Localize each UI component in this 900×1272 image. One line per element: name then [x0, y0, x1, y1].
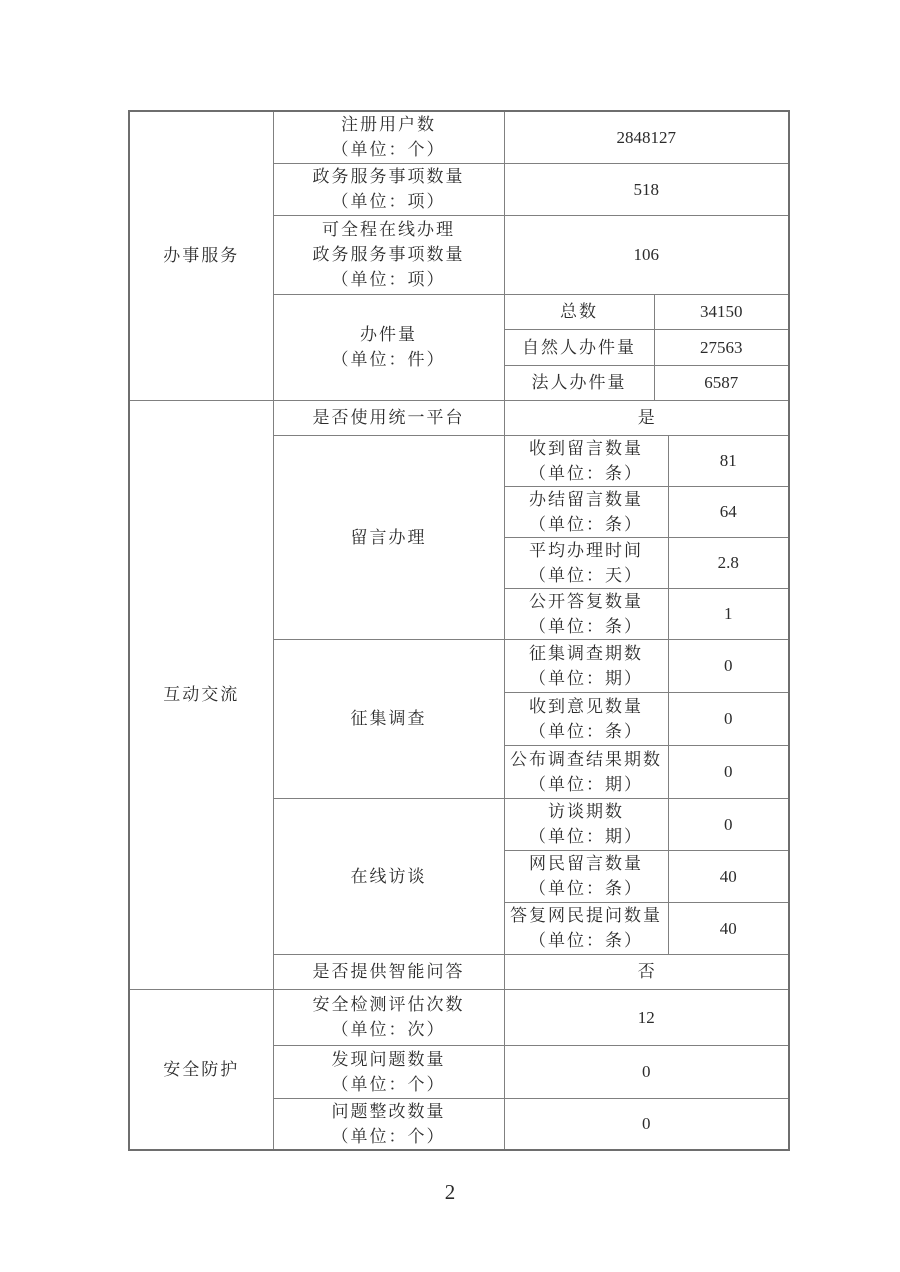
value-cell: 12 [504, 989, 789, 1045]
value-cell: 0 [504, 1045, 789, 1098]
submetric-cell [504, 798, 668, 850]
metric-label: 安全检测评估次数 [312, 995, 465, 1014]
metric-cell: 是否提供智能问答 [273, 954, 504, 989]
submetric-cell [504, 588, 668, 639]
metric-label-line2: 政务服务事项数量 [312, 245, 465, 264]
submetric-unit: （单位：条） [529, 879, 643, 898]
value-cell: 0 [668, 639, 789, 692]
submetric-cell [504, 902, 668, 954]
value-cell: 40 [668, 902, 789, 954]
submetric-label: 平均办理时间 [529, 540, 643, 560]
value-cell: 0 [668, 798, 789, 850]
value-cell: 27563 [654, 329, 789, 365]
value-cell: 是 [504, 400, 789, 435]
category-cell-security [129, 989, 273, 1150]
value-cell: 64 [668, 486, 789, 537]
page-number: 2 [444, 1180, 456, 1204]
metric-label: 问题整改数量 [331, 1101, 446, 1121]
metric-unit: （单位：个） [331, 140, 446, 160]
metric-label: 政务服务事项数量 [312, 167, 465, 186]
metric-label: 可全程在线办理 [322, 220, 455, 239]
value-cell: 1 [668, 588, 789, 639]
value-cell: 81 [668, 435, 789, 486]
submetric-label: 收到意见数量 [529, 696, 643, 716]
table-row [129, 989, 789, 1045]
submetric-unit: （单位：条） [529, 463, 643, 483]
category-cell-interaction [129, 400, 273, 989]
submetric-cell [504, 639, 668, 692]
submetric-cell: 总数 [504, 294, 654, 329]
metric-cell [273, 111, 504, 163]
metric-cell [273, 1098, 504, 1150]
value-cell: 2.8 [668, 537, 789, 588]
submetric-cell: 自然人办件量 [504, 329, 654, 365]
submetric-label: 办结留言数量 [529, 489, 643, 509]
submetric-unit: （单位：条） [529, 721, 643, 741]
metric-group-cell [273, 294, 504, 400]
submetric-label: 收到留言数量 [529, 438, 643, 458]
annual-report-table [128, 110, 790, 1151]
table-row [129, 400, 789, 435]
category-label: 办事服务 [163, 246, 240, 266]
metric-label: 办件量 [360, 325, 417, 344]
submetric-cell [504, 850, 668, 902]
metric-unit: （单位：项） [331, 270, 446, 289]
submetric-cell [504, 486, 668, 537]
value-cell: 否 [504, 954, 789, 989]
metric-cell [273, 163, 504, 215]
metric-cell: 是否使用统一平台 [273, 400, 504, 435]
submetric-cell [504, 537, 668, 588]
value-cell: 34150 [654, 294, 789, 329]
value-cell: 0 [668, 692, 789, 745]
submetric-cell [504, 745, 668, 798]
submetric-cell [504, 435, 668, 486]
submetric-unit: （单位：期） [529, 827, 643, 846]
table-row [129, 111, 789, 163]
submetric-label: 答复网民提问数量 [510, 906, 662, 925]
metric-group-cell: 征集调查 [273, 639, 504, 798]
category-cell-service [129, 111, 273, 400]
metric-cell [273, 989, 504, 1045]
value-cell: 518 [504, 163, 789, 215]
metric-unit: （单位：个） [331, 1126, 446, 1146]
submetric-unit: （单位：期） [529, 774, 643, 794]
metric-unit: （单位：个） [331, 1074, 446, 1094]
value-cell: 2848127 [504, 111, 789, 163]
metric-unit: （单位：次） [331, 1020, 446, 1039]
metric-unit: （单位：项） [331, 192, 446, 211]
value-cell: 106 [504, 215, 789, 294]
value-cell: 0 [504, 1098, 789, 1150]
submetric-label: 访谈期数 [548, 802, 624, 821]
value-cell: 0 [668, 745, 789, 798]
submetric-unit: （单位：期） [529, 668, 643, 688]
submetric-unit: （单位：条） [529, 616, 643, 636]
metric-label: 注册用户数 [341, 115, 436, 135]
category-label: 安全防护 [163, 1059, 240, 1079]
metric-cell [273, 215, 504, 294]
metric-label: 发现问题数量 [331, 1049, 446, 1069]
submetric-label: 公开答复数量 [529, 591, 643, 611]
submetric-unit: （单位：条） [529, 514, 643, 534]
metric-unit: （单位：件） [331, 350, 446, 369]
submetric-cell [504, 692, 668, 745]
value-cell: 6587 [654, 365, 789, 400]
submetric-cell: 法人办件量 [504, 365, 654, 400]
submetric-label: 公布调查结果期数 [510, 749, 662, 769]
value-cell: 40 [668, 850, 789, 902]
metric-cell [273, 1045, 504, 1098]
submetric-label: 征集调查期数 [529, 643, 643, 663]
submetric-label: 网民留言数量 [529, 854, 643, 873]
submetric-unit: （单位：天） [529, 565, 643, 585]
metric-group-cell: 在线访谈 [273, 798, 504, 954]
submetric-unit: （单位：条） [529, 931, 643, 950]
metric-group-cell: 留言办理 [273, 435, 504, 639]
category-label: 互动交流 [163, 685, 240, 704]
